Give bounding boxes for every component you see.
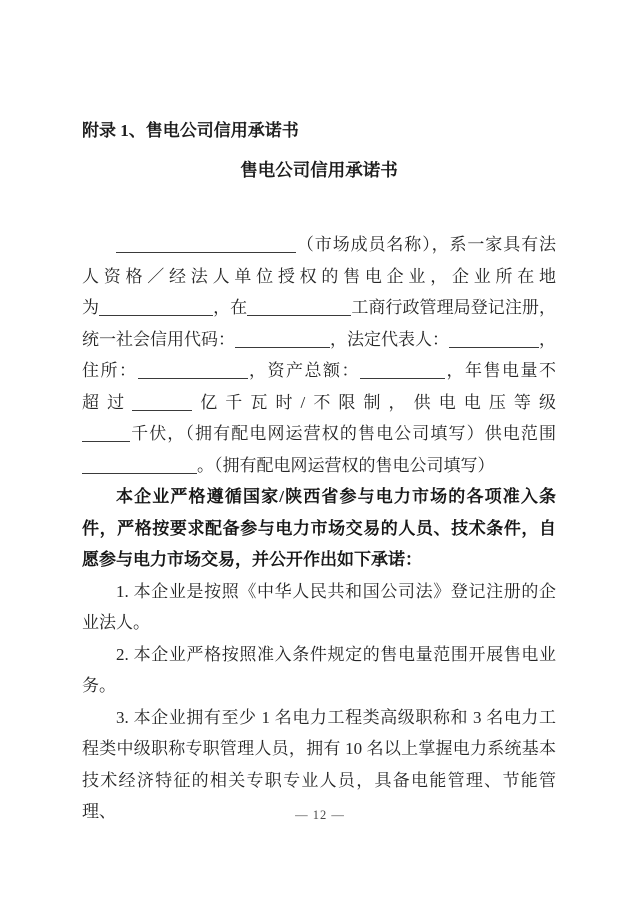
text-run: ，年售电量不	[445, 361, 556, 380]
item-2-paragraph	[82, 639, 556, 702]
text-run: 。	[197, 455, 214, 475]
text-run: 2. 本企业严格按照准入条件规定的售电量范围开展售电业务。	[82, 644, 556, 695]
intro-paragraph	[82, 229, 556, 481]
blank-field	[235, 334, 330, 348]
blank-field	[82, 428, 130, 442]
page-title: 售电公司信用承诺书	[240, 160, 398, 180]
text-run: 3. 本企业拥有至少 1 名电力工程类高级职称和 3 名电力工程类中级职称专职管理人员，拥有 10 名以上掌握电力系统基本技术经济特征的相关专职专业人员，具备电能管理、节能管理、	[82, 707, 556, 821]
text-run: 超过	[82, 392, 133, 412]
text-blank-group	[449, 330, 556, 349]
text-run: 住所：	[82, 361, 138, 380]
text-run: 工商行政管理局登记注册，统一社会信用代码：	[82, 298, 556, 349]
text-blank-group	[82, 424, 231, 443]
appendix-heading: 附录 1、售电公司信用承诺书	[82, 121, 299, 140]
blank-field	[99, 302, 213, 316]
text-run: 配电网运营权的售电公司填写）供电范围	[231, 424, 557, 443]
blank-field	[116, 239, 296, 253]
text-run: 为	[82, 298, 100, 317]
text-run: 1. 本企业是按照《中华人民共和国公司法》登记注册的企业法人。	[82, 581, 556, 632]
blank-field	[82, 460, 197, 474]
text-run: 千伏，（拥有	[130, 424, 232, 443]
text-run: 本企业严格遵循国家/陕西省参与电力市场的各项准入条件，严格按要求配备参与电力市场交易的人员、技术条件，自愿参与电力市场交易，并公开作出如下承诺：	[82, 487, 556, 569]
text-run: ，法定代表人：	[330, 329, 449, 349]
blank-field	[138, 365, 248, 379]
page-content	[82, 119, 556, 828]
text-blank-group	[82, 456, 214, 475]
text-blank-group	[82, 298, 351, 317]
text-run: （市场成员名称），系一家具有法人资格／经法人单位授权的售电企业，企业所在地	[82, 235, 556, 286]
text-blank-group	[82, 361, 360, 380]
text-run: （拥有配电网运营权的售电公司填写）	[214, 455, 495, 475]
document-body	[82, 229, 556, 828]
blank-field	[360, 365, 445, 379]
blank-field	[132, 397, 192, 411]
text-run: ，	[539, 329, 556, 349]
text-blank-group	[360, 361, 556, 380]
text-blank-group	[235, 330, 449, 349]
text-run: ，在	[213, 298, 248, 317]
page-number: — 12 —	[295, 808, 345, 822]
blank-field	[449, 334, 539, 348]
blank-field	[247, 302, 351, 316]
text-blank-group	[82, 393, 192, 412]
text-run: 亿千瓦时/不限制，供电电压等级	[192, 392, 556, 412]
commitment-lead-paragraph	[82, 481, 556, 576]
item-1-paragraph	[82, 576, 556, 639]
text-run: ，资产总额：	[247, 361, 360, 380]
